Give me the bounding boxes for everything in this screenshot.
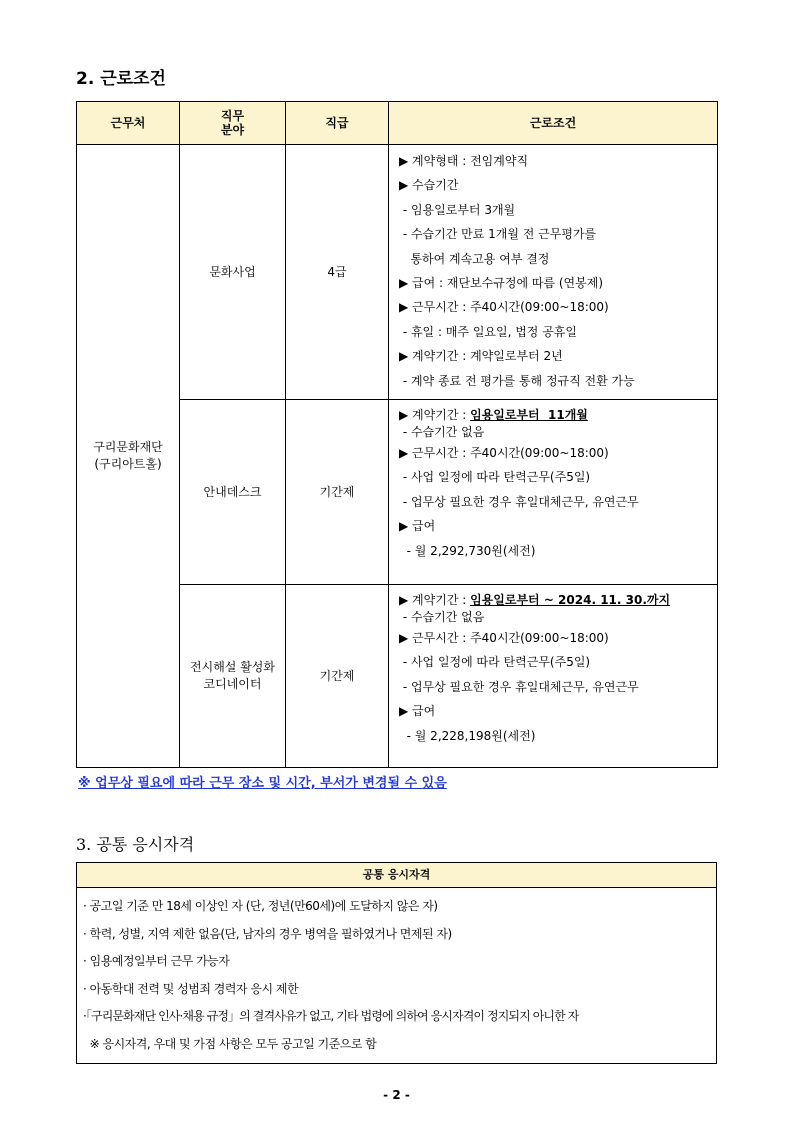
conditions-cell bbox=[389, 400, 718, 585]
header-field: 직무 분야 bbox=[180, 102, 286, 145]
condition-line: 통하여 계속고용 여부 결정 bbox=[399, 251, 550, 266]
list-item: · 학력, 성별, 지역 제한 없음(단, 남자의 경우 병역을 필하였거나 면제된 자) bbox=[83, 926, 452, 941]
contract-period-line bbox=[399, 589, 717, 609]
conditions-cell bbox=[389, 585, 718, 768]
condition-line: ▶ 급여 bbox=[399, 704, 436, 719]
condition-line: - 업무상 필요한 경우 휴일대체근무, 유연근무 bbox=[399, 494, 639, 509]
list-item: · 공고일 기준 만 18세 이상인 자 (단, 정년(만60세)에 도달하지 않은 자) bbox=[83, 899, 438, 913]
condition-line: ▶ 급여 bbox=[399, 519, 436, 534]
condition-line: - 휴일 : 매주 일요일, 법정 공휴일 bbox=[399, 324, 577, 339]
work-conditions-table bbox=[76, 101, 718, 768]
condition-line: ▶ 근무시간 : 주40시간(09:00~18:00) bbox=[399, 631, 609, 645]
change-notice: ※ 업무상 필요에 따라 근무 장소 및 시간, 부서가 변경될 수 있음 bbox=[78, 776, 447, 791]
table-row bbox=[77, 145, 718, 400]
contract-period-label: ▶ 계약기간 : bbox=[399, 593, 471, 607]
conditions-cell bbox=[389, 145, 718, 400]
condition-line: - 월 2,292,730원(세전) bbox=[399, 543, 536, 558]
common-qualifications-title: 공통 응시자격 bbox=[77, 863, 716, 888]
condition-line: ▶ 근무시간 : 주40시간(09:00~18:00) bbox=[399, 446, 609, 460]
list-item: · 임용예정일부터 근무 가능자 bbox=[83, 954, 230, 968]
condition-line: - 수습기간 없음 bbox=[399, 610, 485, 624]
contract-period-value: 임용일로부터 ~ 2024. 11. 30.까지 bbox=[470, 593, 671, 607]
condition-line: ▶ 근무시간 : 주40시간(09:00~18:00) bbox=[399, 300, 609, 315]
condition-line: - 업무상 필요한 경우 휴일대체근무, 유연근무 bbox=[399, 679, 639, 694]
condition-line: - 수습기간 없음 bbox=[399, 425, 485, 439]
condition-line: - 사업 일정에 따라 탄력근무(주5일) bbox=[399, 655, 591, 670]
field-cell: 전시해설 활성화 코디네이터 bbox=[180, 585, 286, 768]
header-conditions: 근로조건 bbox=[389, 102, 718, 145]
condition-line: ▶ 급여 : 재단보수규정에 따름 (연봉제) bbox=[399, 275, 603, 290]
contract-period-line bbox=[399, 404, 717, 424]
condition-line: - 수습기간 만료 1개월 전 근무평가를 bbox=[399, 227, 597, 242]
section-3-title: 3. 공통 응시자격 bbox=[76, 835, 195, 854]
table-header-row bbox=[77, 102, 718, 145]
condition-line: ▶ 계약형태 : 전임계약직 bbox=[399, 154, 529, 168]
condition-line: ▶ 계약기간 : 계약일로부터 2년 bbox=[399, 349, 563, 364]
condition-line: ▶ 수습기간 bbox=[399, 178, 459, 193]
contract-period-value: 임용일로부터 11개월 bbox=[470, 408, 588, 422]
condition-line: - 계약 종료 전 평가를 통해 정규직 전환 가능 bbox=[399, 373, 635, 388]
common-qualifications-box bbox=[76, 862, 717, 1064]
grade-cell: 4급 bbox=[286, 145, 389, 400]
section-2-title: 2. 근로조건 bbox=[76, 69, 166, 89]
list-item: ·「구리문화재단 인사·채용 규정」의 결격사유가 없고, 기타 법령에 의하여 응시자격이 정지되지 아니한 자 bbox=[83, 1009, 579, 1023]
contract-period-label: ▶ 계약기간 : bbox=[399, 408, 471, 422]
grade-cell: 기간제 bbox=[286, 585, 389, 768]
workplace-cell: 구리문화재단 (구리아트홀) bbox=[77, 145, 180, 768]
condition-line: - 월 2,228,198원(세전) bbox=[399, 728, 536, 743]
page-number: - 2 - bbox=[383, 1088, 410, 1102]
list-item: ※ 응시자격, 우대 및 가점 사항은 모두 공고일 기준으로 함 bbox=[83, 1036, 377, 1051]
list-item: · 아동학대 전력 및 성범죄 경력자 응시 제한 bbox=[83, 981, 299, 996]
condition-line: - 임용일로부터 3개월 bbox=[399, 202, 516, 217]
header-workplace: 근무처 bbox=[77, 102, 180, 145]
condition-line: - 사업 일정에 따라 탄력근무(주5일) bbox=[399, 470, 591, 485]
field-cell: 안내데스크 bbox=[180, 400, 286, 585]
header-grade: 직급 bbox=[286, 102, 389, 145]
grade-cell: 기간제 bbox=[286, 400, 389, 585]
qualification-list bbox=[77, 888, 716, 1063]
field-cell: 문화사업 bbox=[180, 145, 286, 400]
